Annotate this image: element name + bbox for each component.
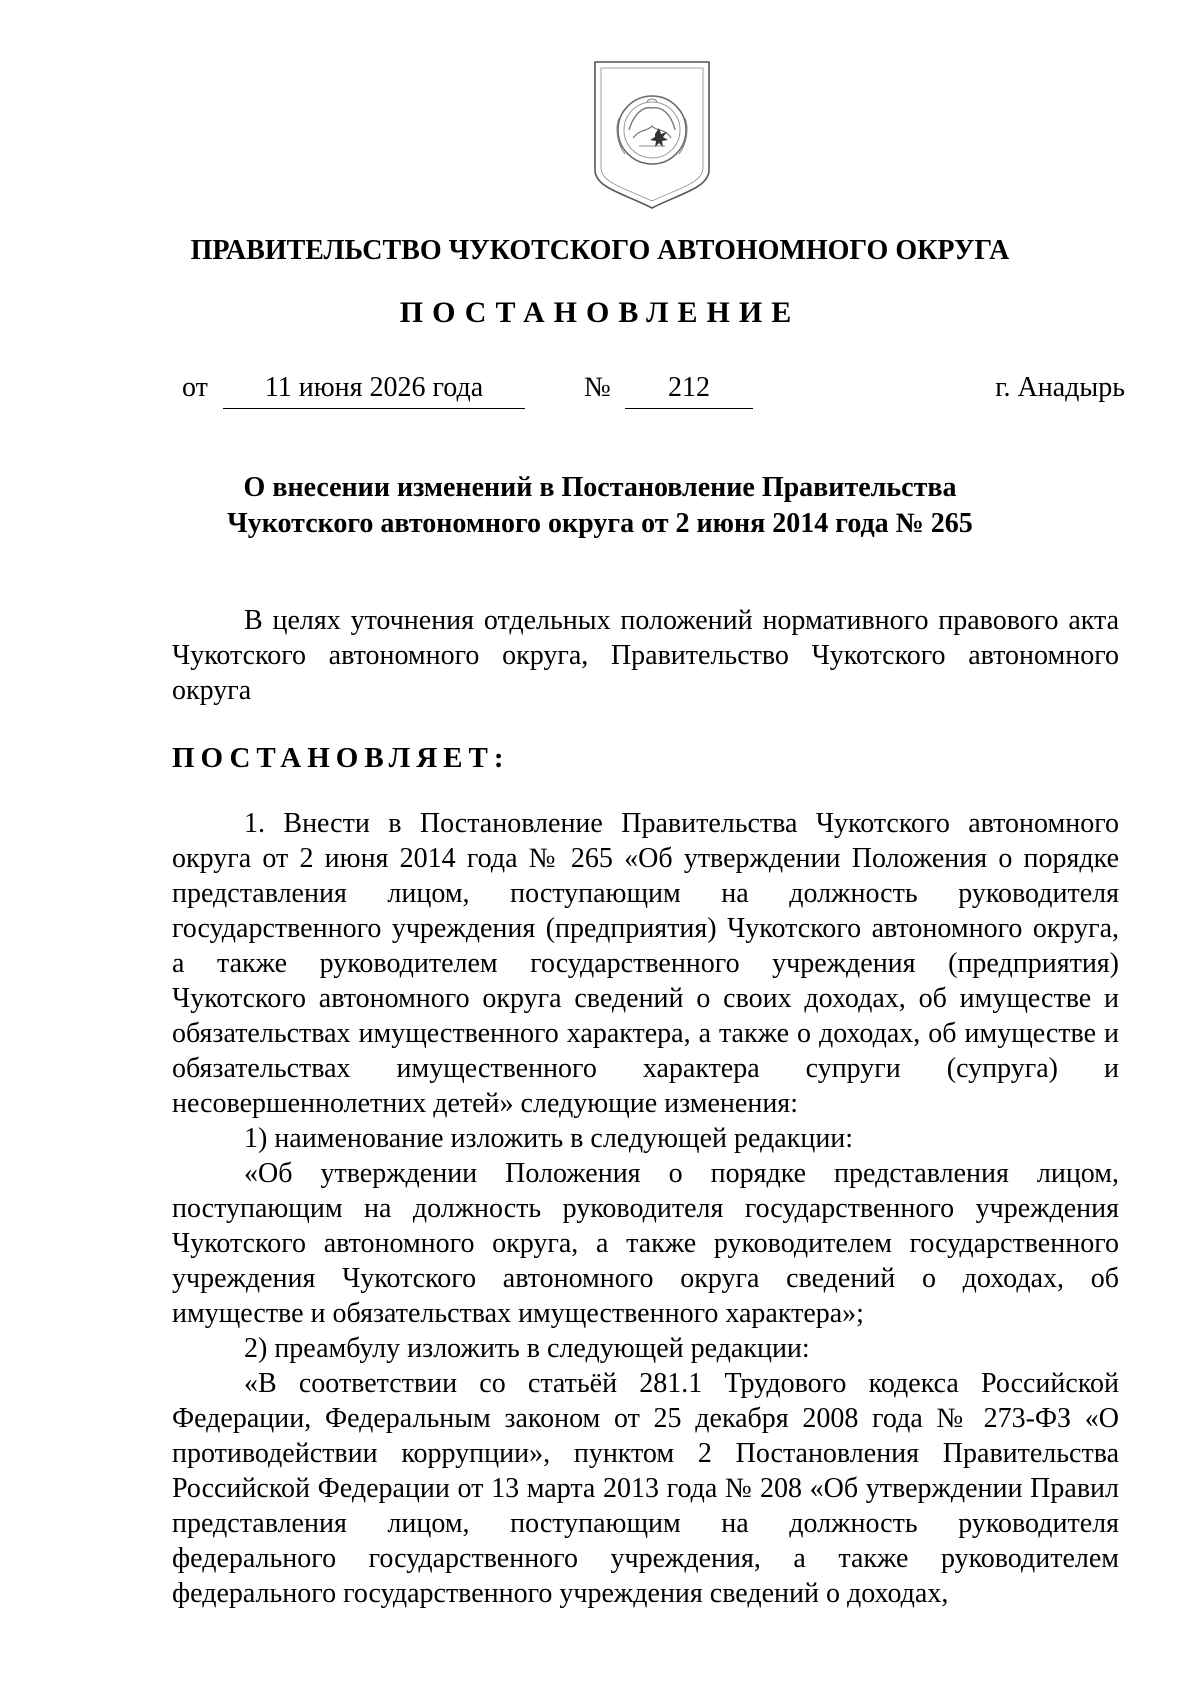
document-date: 11 июня 2026 года [223, 370, 525, 409]
paragraph: «В соответствии со статьёй 281.1 Трудового кодекса Российской Федерации, Федеральным законом от 25 декабря 2008 года № 273-ФЗ «О противодействии коррупции», пунктом 2 Постановления Правительства Российской Федерации от 13 марта 2013 года № 208 «Об утверждении Правил представления лицом, поступающим на должность руководителя федерального государственного учреждения, а также руководителем федерального государственного учреждения сведений о доходах, [172, 1368, 1119, 1609]
document-body [172, 603, 1119, 1611]
document-meta [0, 370, 1200, 410]
paragraph: «Об утверждении Положения о порядке представления лицом, поступающим на должность руководителя государственного учреждения Чукотского автономного округа, а также руководителем государственного учреждения Чукотского автономного округа сведений о доходах, об имуществе и обязательствах имущественного характера»; [172, 1158, 1119, 1329]
city: г. Анадырь [995, 372, 1125, 403]
preamble: В целях уточнения отдельных положений нормативного правового акта Чукотского автономного округа, Правительство Чукотского автономного округа [172, 605, 1119, 706]
paragraph: 1. Внести в Постановление Правительства Чукотского автономного округа от 2 июня 2014 года № 265 «Об утверждении Положения о порядке представления лицом, поступающим на должность руководителя государственного учреждения (предприятия) Чукотского автономного округа, а также руководителем государственного учреждения (предприятия) Чукотского автономного округа сведений о своих доходах, об имуществе и обязательствах имущественного характера, а также о доходах, об имуществе и обязательствах имущественного характера супруги (супруга) и несовершеннолетних детей» следующие изменения: [172, 808, 1119, 1119]
paragraph: 1) наименование изложить в следующей редакции: [244, 1123, 854, 1154]
document-type: ПОСТАНОВЛЕНИЕ [399, 296, 801, 329]
decree-word: ПОСТАНОВЛЯЕТ: [172, 742, 510, 774]
date-label: от [182, 372, 208, 403]
subject-line-1: О внесении изменений в Постановление Правительства [243, 472, 957, 503]
subject-line-2: Чукотского автономного округа от 2 июня 2014 года № 265 [227, 508, 973, 539]
organization-title: ПРАВИТЕЛЬСТВО ЧУКОТСКОГО АВТОНОМНОГО ОКРУГА [190, 235, 1010, 266]
document-subject [0, 470, 1200, 542]
number-label: № [584, 372, 611, 403]
coat-of-arms-icon [589, 58, 715, 210]
paragraph: 2) преамбулу изложить в следующей редакции: [244, 1333, 810, 1364]
document-number: 212 [625, 370, 753, 409]
